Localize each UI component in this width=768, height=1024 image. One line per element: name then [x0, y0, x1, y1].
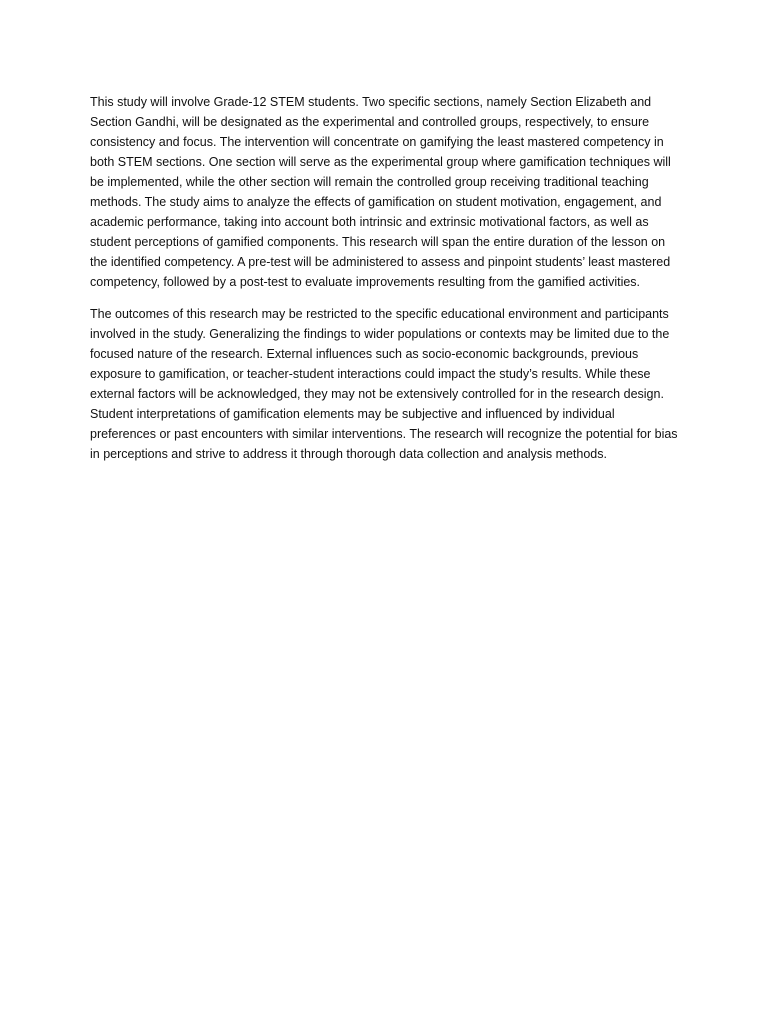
paragraph-scope: This study will involve Grade-12 STEM students. Two specific sections, namely Section Elizabeth and Section Gandhi, will be designated as the experimental and controlled groups, respectively, to ensure consistency and focus. The intervention will concentrate on gamifying the least mastered competency in both STEM sections. One section will serve as the experimental group where gamification techniques will be implemented, while the other section will remain the controlled group receiving traditional teaching methods. The study aims to analyze the effects of gamification on student motivation, engagement, and academic performance, taking into account both intrinsic and extrinsic motivational factors, as well as student perceptions of gamified components. This research will span the entire duration of the lesson on the identified competency. A pre-test will be administered to assess and pinpoint students’ least mastered competency, followed by a post-test to evaluate improvements resulting from the gamified activities. [90, 95, 671, 289]
paragraph-limitations: The outcomes of this research may be restricted to the specific educational environment and participants involved in the study. Generalizing the findings to wider populations or contexts may be limited due to the focused nature of the research. External influences such as socio-economic backgrounds, previous exposure to gamification, or teacher-student interactions could impact the study’s results. While these external factors will be acknowledged, they may not be extensively controlled for in the research design. Student interpretations of gamification elements may be subjective and influenced by individual preferences or past encounters with similar interventions. The research will recognize the potential for bias in perceptions and strive to address it through thorough data collection and analysis methods. [90, 307, 678, 461]
document-body [90, 92, 680, 476]
